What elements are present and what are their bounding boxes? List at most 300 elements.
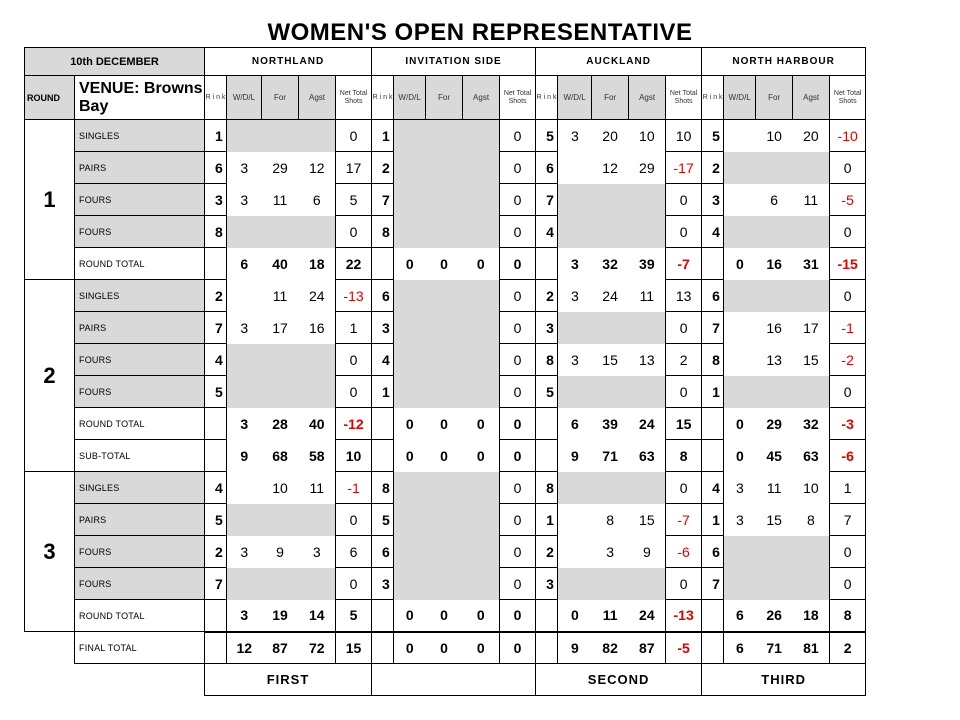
for-total: 26 <box>766 607 782 623</box>
net-cell: -1 <box>336 472 372 504</box>
agst-total: 40 <box>308 415 325 432</box>
for-cell: 20 <box>602 127 618 144</box>
rink-cell: 8 <box>372 216 394 248</box>
net-cell: 0 <box>830 376 866 408</box>
agst-cell: 17 <box>803 319 819 336</box>
net-cell: 1 <box>336 312 372 344</box>
for-final: 82 <box>592 632 629 664</box>
rink-cell-empty <box>536 600 558 632</box>
game-label: SINGLES <box>75 120 205 152</box>
agst-cell: 8 <box>806 511 815 528</box>
total-row <box>25 248 866 280</box>
agst-cell <box>793 536 830 568</box>
agst-total: 0 <box>476 255 485 272</box>
wdl-cell <box>558 376 592 408</box>
placing-cell: FIRST <box>205 664 372 696</box>
for-total: 71 <box>602 447 618 464</box>
net-cell: 0 <box>336 120 372 152</box>
net-cell: 0 <box>666 184 702 216</box>
for-total: 0 <box>440 607 448 623</box>
rink-cell-empty <box>372 440 394 472</box>
game-label: PAIRS <box>75 312 205 344</box>
total-row <box>25 408 866 440</box>
agst-cell <box>629 472 666 504</box>
net-final: 0 <box>500 632 536 664</box>
net-cell: 0 <box>336 568 372 600</box>
agst-cell: 29 <box>639 159 655 176</box>
for-total: 0 <box>440 415 448 432</box>
net-cell: 0 <box>500 120 536 152</box>
rink-cell-empty <box>536 632 558 664</box>
wdl-total: 0 <box>405 255 414 272</box>
agst-cell: 11 <box>639 287 655 304</box>
for-cell: 3 <box>606 543 614 560</box>
agst-cell: 9 <box>642 543 651 560</box>
wdl-total: 9 <box>240 447 249 464</box>
agst-total: 0 <box>476 607 485 623</box>
agst-total: 58 <box>308 447 325 464</box>
placing-cell: THIRD <box>702 664 866 696</box>
wdl-cell: 3 <box>240 159 249 176</box>
rink-cell: 2 <box>536 536 558 568</box>
for-total: 0 <box>440 447 448 464</box>
game-row <box>25 376 866 408</box>
final-total-label: FINAL TOTAL <box>75 632 205 664</box>
net-total: -15 <box>830 248 866 280</box>
net-total: -6 <box>830 440 866 472</box>
agst-cell <box>463 344 500 376</box>
team-header: NORTH HARBOUR <box>702 48 866 76</box>
net-cell: 0 <box>336 216 372 248</box>
agst-cell <box>463 152 500 184</box>
round-number: 3 <box>25 472 75 632</box>
rink-cell-empty <box>536 248 558 280</box>
net-cell: 0 <box>500 280 536 312</box>
net-header: Net Total Shots <box>500 76 536 120</box>
rink-cell: 3 <box>536 568 558 600</box>
for-cell <box>756 280 793 312</box>
game-label: PAIRS <box>75 152 205 184</box>
net-cell: 0 <box>500 504 536 536</box>
rink-cell-empty <box>372 600 394 632</box>
for-final: 87 <box>262 632 299 664</box>
game-label: FOURS <box>75 216 205 248</box>
net-total: 0 <box>500 248 536 280</box>
for-cell <box>756 536 793 568</box>
for-final: 71 <box>756 632 793 664</box>
net-cell: 0 <box>500 184 536 216</box>
wdl-cell <box>558 472 592 504</box>
total-label: SUB-TOTAL <box>75 440 205 472</box>
agst-total: 63 <box>639 447 655 464</box>
wdl-cell <box>394 216 426 248</box>
agst-cell <box>463 216 500 248</box>
net-cell: 0 <box>500 376 536 408</box>
for-total: 39 <box>602 415 618 432</box>
agst-total: 39 <box>639 255 655 272</box>
wdl-cell <box>394 504 426 536</box>
agst-cell <box>463 568 500 600</box>
wdl-final: 9 <box>558 632 592 664</box>
rink-cell: 6 <box>372 536 394 568</box>
for-cell: 17 <box>272 319 288 336</box>
rink-cell: 2 <box>205 536 227 568</box>
for-cell <box>592 184 629 216</box>
wdl-cell <box>394 568 426 600</box>
agst-cell <box>463 312 500 344</box>
agst-cell: 12 <box>308 159 325 176</box>
wdl-cell <box>558 504 592 536</box>
wdl-header: W/D/L <box>227 76 262 120</box>
agst-cell <box>793 216 830 248</box>
wdl-total: 6 <box>735 607 744 623</box>
agst-cell <box>463 376 500 408</box>
for-total: 28 <box>272 415 288 432</box>
wdl-cell: 3 <box>240 543 249 560</box>
for-total: 45 <box>766 447 782 464</box>
rink-cell: 5 <box>536 120 558 152</box>
wdl-cell <box>227 216 262 248</box>
team-header: NORTHLAND <box>205 48 372 76</box>
for-cell: 13 <box>766 351 782 368</box>
wdl-cell: 3 <box>570 351 579 368</box>
net-cell: 0 <box>666 472 702 504</box>
total-row <box>25 440 866 472</box>
wdl-cell: 3 <box>570 127 579 144</box>
agst-final: 81 <box>793 632 830 664</box>
for-final: 0 <box>426 632 463 664</box>
wdl-cell <box>394 312 426 344</box>
rink-cell: 4 <box>205 472 227 504</box>
net-cell: 0 <box>500 312 536 344</box>
wdl-cell <box>227 568 262 600</box>
venue-label: VENUE: Browns Bay <box>75 76 205 120</box>
game-row <box>25 536 866 568</box>
for-cell <box>262 376 299 408</box>
wdl-cell: 3 <box>735 511 744 528</box>
game-label: FOURS <box>75 536 205 568</box>
for-cell <box>262 504 299 536</box>
agst-cell <box>299 504 336 536</box>
for-cell <box>426 344 463 376</box>
wdl-cell <box>227 376 262 408</box>
agst-cell <box>463 504 500 536</box>
agst-total: 31 <box>803 255 819 272</box>
net-cell: 1 <box>830 472 866 504</box>
rink-cell: 6 <box>536 152 558 184</box>
wdl-total: 0 <box>405 607 414 623</box>
rink-cell: 1 <box>702 504 724 536</box>
wdl-cell <box>724 376 756 408</box>
wdl-cell <box>724 536 756 568</box>
for-cell: 9 <box>276 543 284 560</box>
total-label: ROUND TOTAL <box>75 600 205 632</box>
net-final: -5 <box>666 632 702 664</box>
game-row <box>25 568 866 600</box>
agst-cell <box>299 120 336 152</box>
net-cell: 0 <box>336 344 372 376</box>
wdl-cell: 3 <box>735 479 744 496</box>
agst-cell <box>629 312 666 344</box>
net-total: -7 <box>666 248 702 280</box>
rink-cell-empty <box>702 408 724 440</box>
rink-header: R i n k <box>536 76 558 120</box>
rink-cell: 3 <box>372 312 394 344</box>
wdl-cell <box>394 280 426 312</box>
for-cell: 11 <box>272 287 288 304</box>
rink-cell-empty <box>372 632 394 664</box>
rink-cell: 4 <box>702 472 724 504</box>
for-total: 68 <box>272 447 288 464</box>
wdl-total: 0 <box>735 415 744 432</box>
agst-total: 14 <box>308 607 325 623</box>
for-cell <box>426 280 463 312</box>
wdl-total: 9 <box>570 447 579 464</box>
agst-cell <box>463 280 500 312</box>
rink-cell: 5 <box>372 504 394 536</box>
game-label: FOURS <box>75 568 205 600</box>
rink-cell: 8 <box>536 472 558 504</box>
rink-cell: 8 <box>536 344 558 376</box>
net-final: 15 <box>336 632 372 664</box>
wdl-total: 0 <box>405 447 414 464</box>
for-header: For <box>756 76 793 120</box>
team-header: INVITATION SIDE <box>372 48 536 76</box>
wdl-total: 6 <box>240 255 249 272</box>
rink-cell: 1 <box>372 120 394 152</box>
for-cell: 16 <box>766 319 782 336</box>
net-cell: 13 <box>666 280 702 312</box>
for-cell: 15 <box>766 511 782 528</box>
wdl-cell <box>724 568 756 600</box>
rink-cell-empty <box>205 600 227 632</box>
game-label: SINGLES <box>75 280 205 312</box>
agst-cell <box>299 568 336 600</box>
team-header: AUCKLAND <box>536 48 702 76</box>
rink-cell: 8 <box>702 344 724 376</box>
total-label: ROUND TOTAL <box>75 248 205 280</box>
for-total: 16 <box>766 255 782 272</box>
round-header: ROUND <box>25 76 75 120</box>
net-header: Net Total Shots <box>336 76 372 120</box>
game-row <box>25 216 866 248</box>
net-cell: 0 <box>500 536 536 568</box>
game-row <box>25 280 866 312</box>
agst-total: 18 <box>308 255 325 272</box>
rink-cell: 7 <box>702 312 724 344</box>
agst-cell: 15 <box>639 511 655 528</box>
agst-cell: 10 <box>803 479 819 496</box>
agst-total: 24 <box>639 415 655 432</box>
net-cell: -5 <box>830 184 866 216</box>
wdl-cell <box>394 120 426 152</box>
for-cell <box>756 376 793 408</box>
rink-cell: 3 <box>702 184 724 216</box>
net-cell: 7 <box>830 504 866 536</box>
for-header: For <box>592 76 629 120</box>
for-cell: 10 <box>272 479 288 496</box>
for-cell: 15 <box>602 351 618 368</box>
wdl-cell <box>227 504 262 536</box>
net-header: Net Total Shots <box>666 76 702 120</box>
agst-total: 32 <box>803 415 819 432</box>
wdl-cell <box>724 280 756 312</box>
game-row <box>25 472 866 504</box>
wdl-cell <box>724 216 756 248</box>
wdl-cell <box>724 184 756 216</box>
net-cell: 0 <box>666 312 702 344</box>
agst-cell: 6 <box>312 191 321 208</box>
wdl-total: 6 <box>570 415 579 432</box>
agst-total: 0 <box>476 415 485 432</box>
agst-cell <box>793 568 830 600</box>
net-cell: 0 <box>500 344 536 376</box>
net-cell: 0 <box>500 152 536 184</box>
net-total: 10 <box>336 440 372 472</box>
round-number: 1 <box>25 120 75 280</box>
rink-cell-empty <box>372 248 394 280</box>
net-cell: -2 <box>830 344 866 376</box>
agst-cell <box>463 536 500 568</box>
total-label: ROUND TOTAL <box>75 408 205 440</box>
rink-cell: 8 <box>372 472 394 504</box>
for-cell <box>262 120 299 152</box>
net-cell: -17 <box>666 152 702 184</box>
for-total: 40 <box>272 255 288 272</box>
rink-cell: 3 <box>536 312 558 344</box>
rink-cell: 5 <box>702 120 724 152</box>
for-cell <box>756 216 793 248</box>
wdl-cell <box>558 184 592 216</box>
wdl-cell <box>227 280 262 312</box>
net-total: 0 <box>500 408 536 440</box>
agst-cell <box>463 120 500 152</box>
net-cell: 0 <box>500 472 536 504</box>
rink-cell: 1 <box>536 504 558 536</box>
rink-cell: 5 <box>205 504 227 536</box>
game-label: FOURS <box>75 344 205 376</box>
for-cell: 11 <box>272 191 288 208</box>
rink-cell: 2 <box>702 152 724 184</box>
wdl-cell <box>558 568 592 600</box>
final-spacer <box>25 632 75 664</box>
net-total: -3 <box>830 408 866 440</box>
for-cell <box>426 312 463 344</box>
wdl-total: 0 <box>405 415 414 432</box>
game-label: PAIRS <box>75 504 205 536</box>
wdl-cell: 3 <box>240 319 249 336</box>
for-total: 11 <box>602 607 618 623</box>
agst-cell: 11 <box>803 191 819 208</box>
for-cell <box>426 152 463 184</box>
rink-cell: 6 <box>205 152 227 184</box>
agst-cell <box>463 472 500 504</box>
net-total: 22 <box>336 248 372 280</box>
agst-header: Agst <box>793 76 830 120</box>
agst-header: Agst <box>463 76 500 120</box>
for-cell <box>592 216 629 248</box>
net-cell: 0 <box>666 376 702 408</box>
agst-cell <box>629 568 666 600</box>
agst-cell: 24 <box>308 287 325 304</box>
game-row <box>25 504 866 536</box>
wdl-final: 0 <box>394 632 426 664</box>
wdl-cell <box>394 152 426 184</box>
agst-cell: 3 <box>312 543 321 560</box>
net-cell: 0 <box>830 536 866 568</box>
game-row <box>25 312 866 344</box>
agst-cell: 11 <box>309 479 325 496</box>
rink-cell: 1 <box>372 376 394 408</box>
for-cell <box>426 472 463 504</box>
game-row <box>25 152 866 184</box>
rink-cell-empty <box>536 408 558 440</box>
agst-total: 24 <box>639 607 655 623</box>
game-label: FOURS <box>75 184 205 216</box>
agst-header: Agst <box>629 76 666 120</box>
placing-row <box>25 664 866 696</box>
rink-cell: 7 <box>205 568 227 600</box>
agst-cell <box>629 216 666 248</box>
for-cell <box>756 568 793 600</box>
agst-cell <box>299 216 336 248</box>
wdl-cell <box>394 184 426 216</box>
agst-final: 0 <box>463 632 500 664</box>
net-cell: -6 <box>666 536 702 568</box>
agst-cell <box>793 376 830 408</box>
agst-total: 18 <box>803 607 819 623</box>
net-cell: 0 <box>336 504 372 536</box>
for-cell <box>262 344 299 376</box>
net-cell: 0 <box>336 376 372 408</box>
wdl-cell <box>558 312 592 344</box>
round-number: 2 <box>25 280 75 472</box>
rink-cell: 2 <box>536 280 558 312</box>
wdl-total: 3 <box>240 607 249 623</box>
agst-cell: 20 <box>803 127 819 144</box>
wdl-header: W/D/L <box>724 76 756 120</box>
total-row <box>25 600 866 632</box>
agst-cell <box>299 376 336 408</box>
for-cell <box>592 312 629 344</box>
for-total: 19 <box>272 607 288 623</box>
net-cell: -7 <box>666 504 702 536</box>
placing-cell <box>372 664 536 696</box>
agst-total: 0 <box>476 447 485 464</box>
for-cell <box>426 216 463 248</box>
for-cell <box>426 568 463 600</box>
for-cell <box>756 152 793 184</box>
game-row <box>25 120 866 152</box>
net-cell: 0 <box>666 216 702 248</box>
for-total: 0 <box>440 255 448 272</box>
wdl-total: 0 <box>735 447 744 464</box>
net-total: -13 <box>666 600 702 632</box>
for-cell <box>592 568 629 600</box>
wdl-cell <box>227 120 262 152</box>
rink-cell: 7 <box>536 184 558 216</box>
wdl-cell <box>558 536 592 568</box>
net-total: 0 <box>500 600 536 632</box>
rink-cell: 3 <box>372 568 394 600</box>
for-header: For <box>262 76 299 120</box>
rink-cell: 2 <box>372 152 394 184</box>
results-table <box>24 47 866 696</box>
net-cell: 0 <box>830 152 866 184</box>
rink-cell: 4 <box>205 344 227 376</box>
game-row <box>25 184 866 216</box>
game-label: FOURS <box>75 376 205 408</box>
